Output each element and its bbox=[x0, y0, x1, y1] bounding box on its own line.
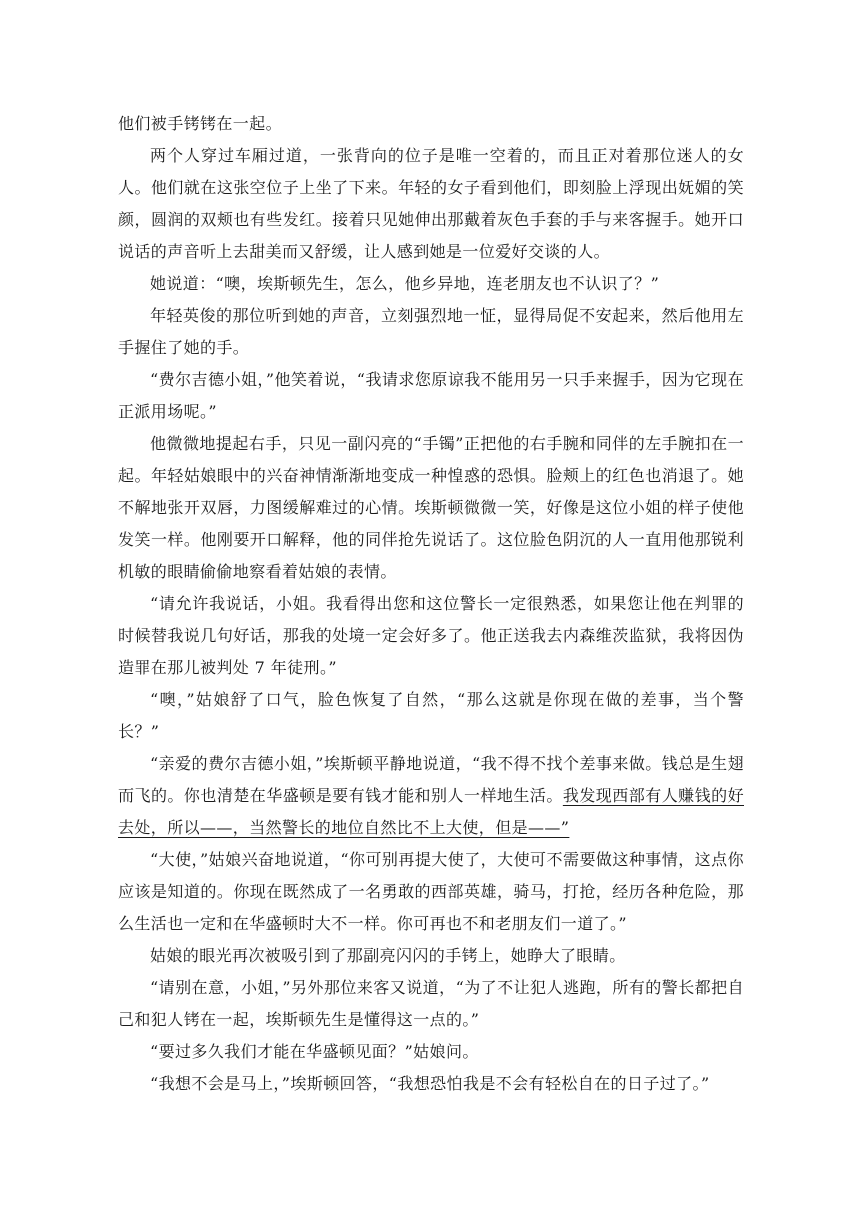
paragraph-14: “我想不会是马上，”埃斯顿回答，“我想恐怕我是不会有轻松自在的日子过了。” bbox=[150, 1074, 710, 1093]
document-body bbox=[118, 108, 744, 1100]
paragraph-9 bbox=[118, 748, 744, 844]
paragraph-7: “请允许我说话，小姐。我看得出您和这位警长一定很熟悉，如果您让他在判罪的时候替我说几句好话，那我的处境一定会好多了。他正送我去内森维茨监狱，我将因伪造罪在那儿被判处 7 年徒刑。” bbox=[118, 594, 744, 677]
paragraph-1: 他们被手铐铐在一起。 bbox=[118, 114, 283, 133]
paragraph-3: 她说道：“噢，埃斯顿先生，怎么，他乡异地，连老朋友也不认识了？” bbox=[150, 274, 660, 293]
paragraph-9-text: “亲爱的费尔吉德小姐，”埃斯顿平静地说道，“我不得不找个差事来做。钱总是生翅而飞的。你也清楚在华盛顿是要有钱才能和别人一样地生活。 bbox=[118, 754, 744, 805]
underlined-passage: 我发现西部有人赚钱的好去处，所以——，当然警长的地位自然比不上大使，但是——” bbox=[118, 786, 744, 837]
paragraph-13: “要过多久我们才能在华盛顿见面？”姑娘问。 bbox=[150, 1042, 479, 1061]
paragraph-8: “噢，”姑娘舒了口气，脸色恢复了自然，“那么这就是你现在做的差事，当个警长？” bbox=[118, 690, 744, 741]
paragraph-12: “请别在意，小姐，”另外那位来客又说道，“为了不让犯人逃跑，所有的警长都把自己和犯人铐在一起，埃斯顿先生是懂得这一点的。” bbox=[118, 978, 744, 1029]
paragraph-6: 他微微地提起右手，只见一副闪亮的“手镯”正把他的右手腕和同伴的左手腕扣在一起。年轻姑娘眼中的兴奋神情渐渐地变成一种惶惑的恐惧。脸颊上的红色也消退了。她不解地张开双唇，力图缓解难过的心情。埃斯顿微微一笑，好像是这位小姐的样子使他发笑一样。他刚要开口解释，他的同伴抢先说话了。这位脸色阴沉的人一直用他那锐利机敏的眼睛偷偷地察看着姑娘的表情。 bbox=[118, 434, 744, 581]
paragraph-10: “大使，”姑娘兴奋地说道，“你可别再提大使了，大使可不需要做这种事情，这点你应该是知道的。你现在既然成了一名勇敢的西部英雄，骑马，打抢，经历各种危险，那么生活也一定和在华盛顿时大不一样。你可再也不和老朋友们一道了。” bbox=[118, 850, 744, 933]
paragraph-2: 两个人穿过车厢过道，一张背向的位子是唯一空着的，而且正对着那位迷人的女人。他们就在这张空位子上坐了下来。年轻的女子看到他们，即刻脸上浮现出妩媚的笑颜，圆润的双颊也有些发红。接着只见她伸出那戴着灰色手套的手与来客握手。她开口说话的声音听上去甜美而又舒缓，让人感到她是一位爱好交谈的人。 bbox=[118, 146, 744, 261]
paragraph-11: 姑娘的眼光再次被吸引到了那副亮闪闪的手铐上，她睁大了眼睛。 bbox=[150, 946, 626, 965]
paragraph-4: 年轻英俊的那位听到她的声音，立刻强烈地一怔，显得局促不安起来，然后他用左手握住了她的手。 bbox=[118, 306, 744, 357]
paragraph-5: “费尔吉德小姐，”他笑着说，“我请求您原谅我不能用另一只手来握手，因为它现在正派用场呢。” bbox=[118, 370, 744, 421]
